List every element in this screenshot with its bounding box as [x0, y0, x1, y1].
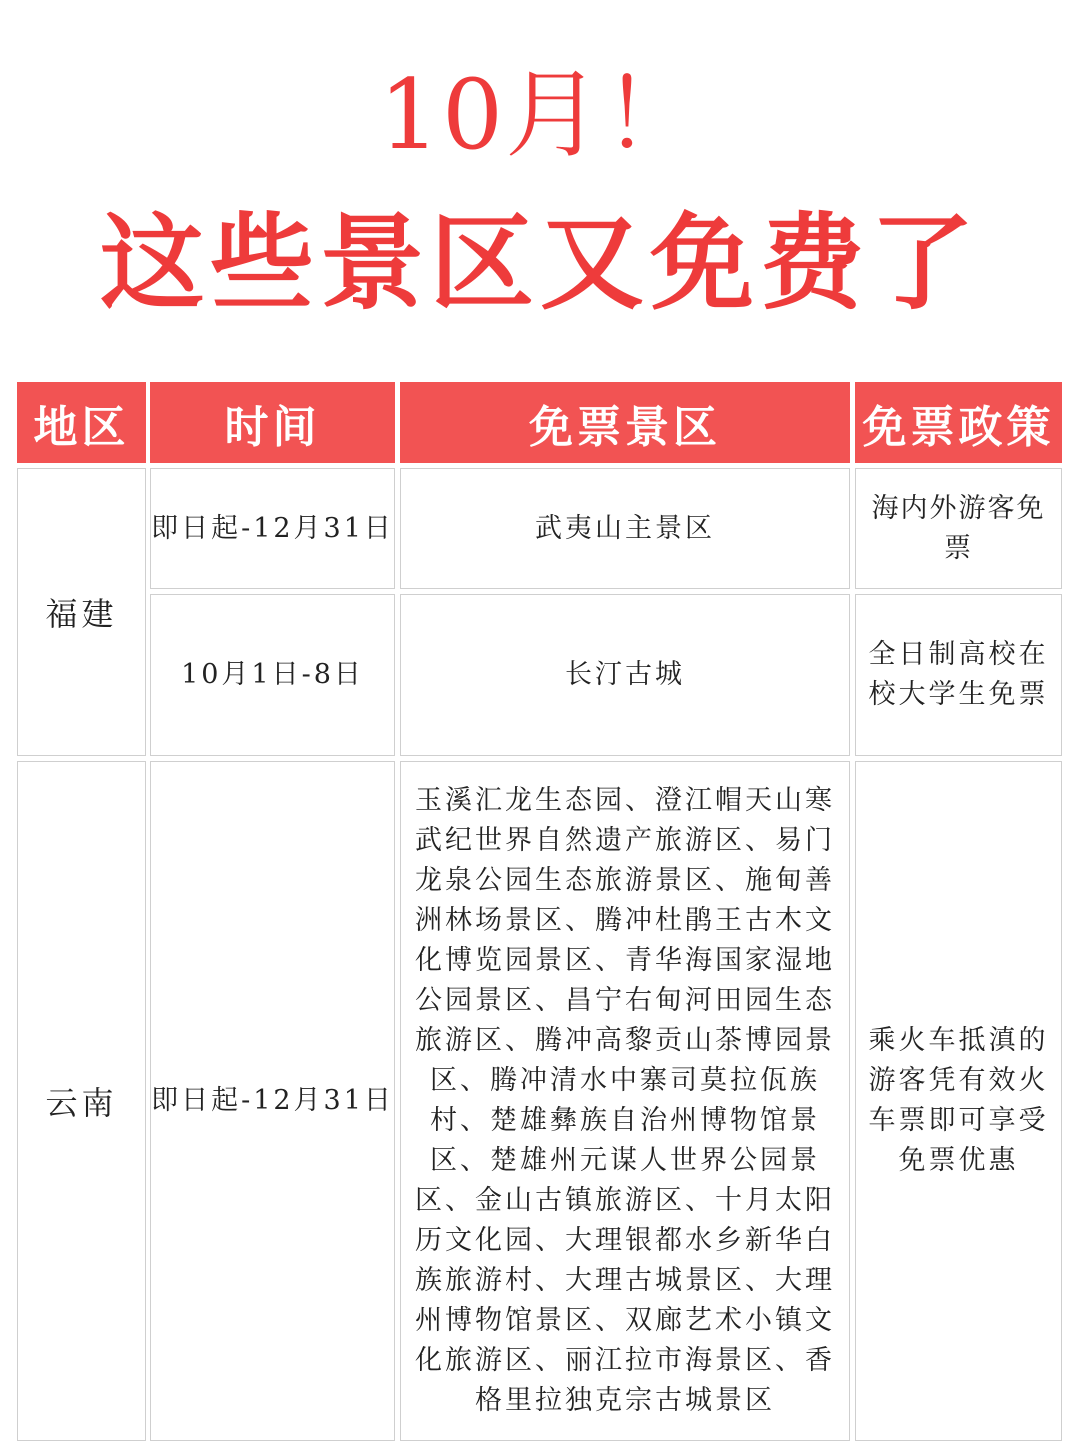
spot-list-cell: 玉溪汇龙生态园、澄江帽天山寒武纪世界自然遗产旅游区、易门龙泉公园生态旅游景区、施甸善洲林场景区、腾冲杜鹃王古木文化博览园景区、青华海国家湿地公园景区、昌宁右甸河田园生态旅游区、腾冲高黎贡山茶博园景区、腾冲清水中寨司莫拉佤族村、楚雄彝族自治州博物馆景区、楚雄州元谋人世界公园景区、金山古镇旅游区、十月太阳历文化园、大理银都水乡新华白族旅游村、大理古城景区、大理州博物馆景区、双廊艺术小镇文化旅游区、丽江拉市海景区、香格里拉独克宗古城景区 — [400, 761, 850, 1441]
region-cell-fujian: 福建 — [17, 468, 146, 756]
spot-cell: 长汀古城 — [400, 594, 850, 756]
region-cell-yunnan: 云南 — [17, 761, 146, 1441]
time-cell: 即日起-12月31日 — [150, 761, 395, 1441]
header-spot: 免票景区 — [400, 382, 850, 463]
header-region: 地区 — [17, 382, 146, 463]
page-title-line1: 10月！ — [378, 59, 702, 171]
header-time: 时间 — [150, 382, 395, 463]
spot-cell: 武夷山主景区 — [400, 468, 850, 589]
time-cell: 即日起-12月31日 — [150, 468, 395, 589]
header-policy: 免票政策 — [855, 382, 1062, 463]
page-title-line2: 这些景区又免费了 — [99, 201, 980, 324]
policy-cell: 海内外游客免票 — [855, 468, 1062, 589]
time-cell: 10月1日-8日 — [150, 594, 395, 756]
policy-cell: 全日制高校在校大学生免票 — [855, 594, 1062, 756]
policy-cell: 乘火车抵滇的游客凭有效火车票即可享受免票优惠 — [855, 761, 1062, 1441]
